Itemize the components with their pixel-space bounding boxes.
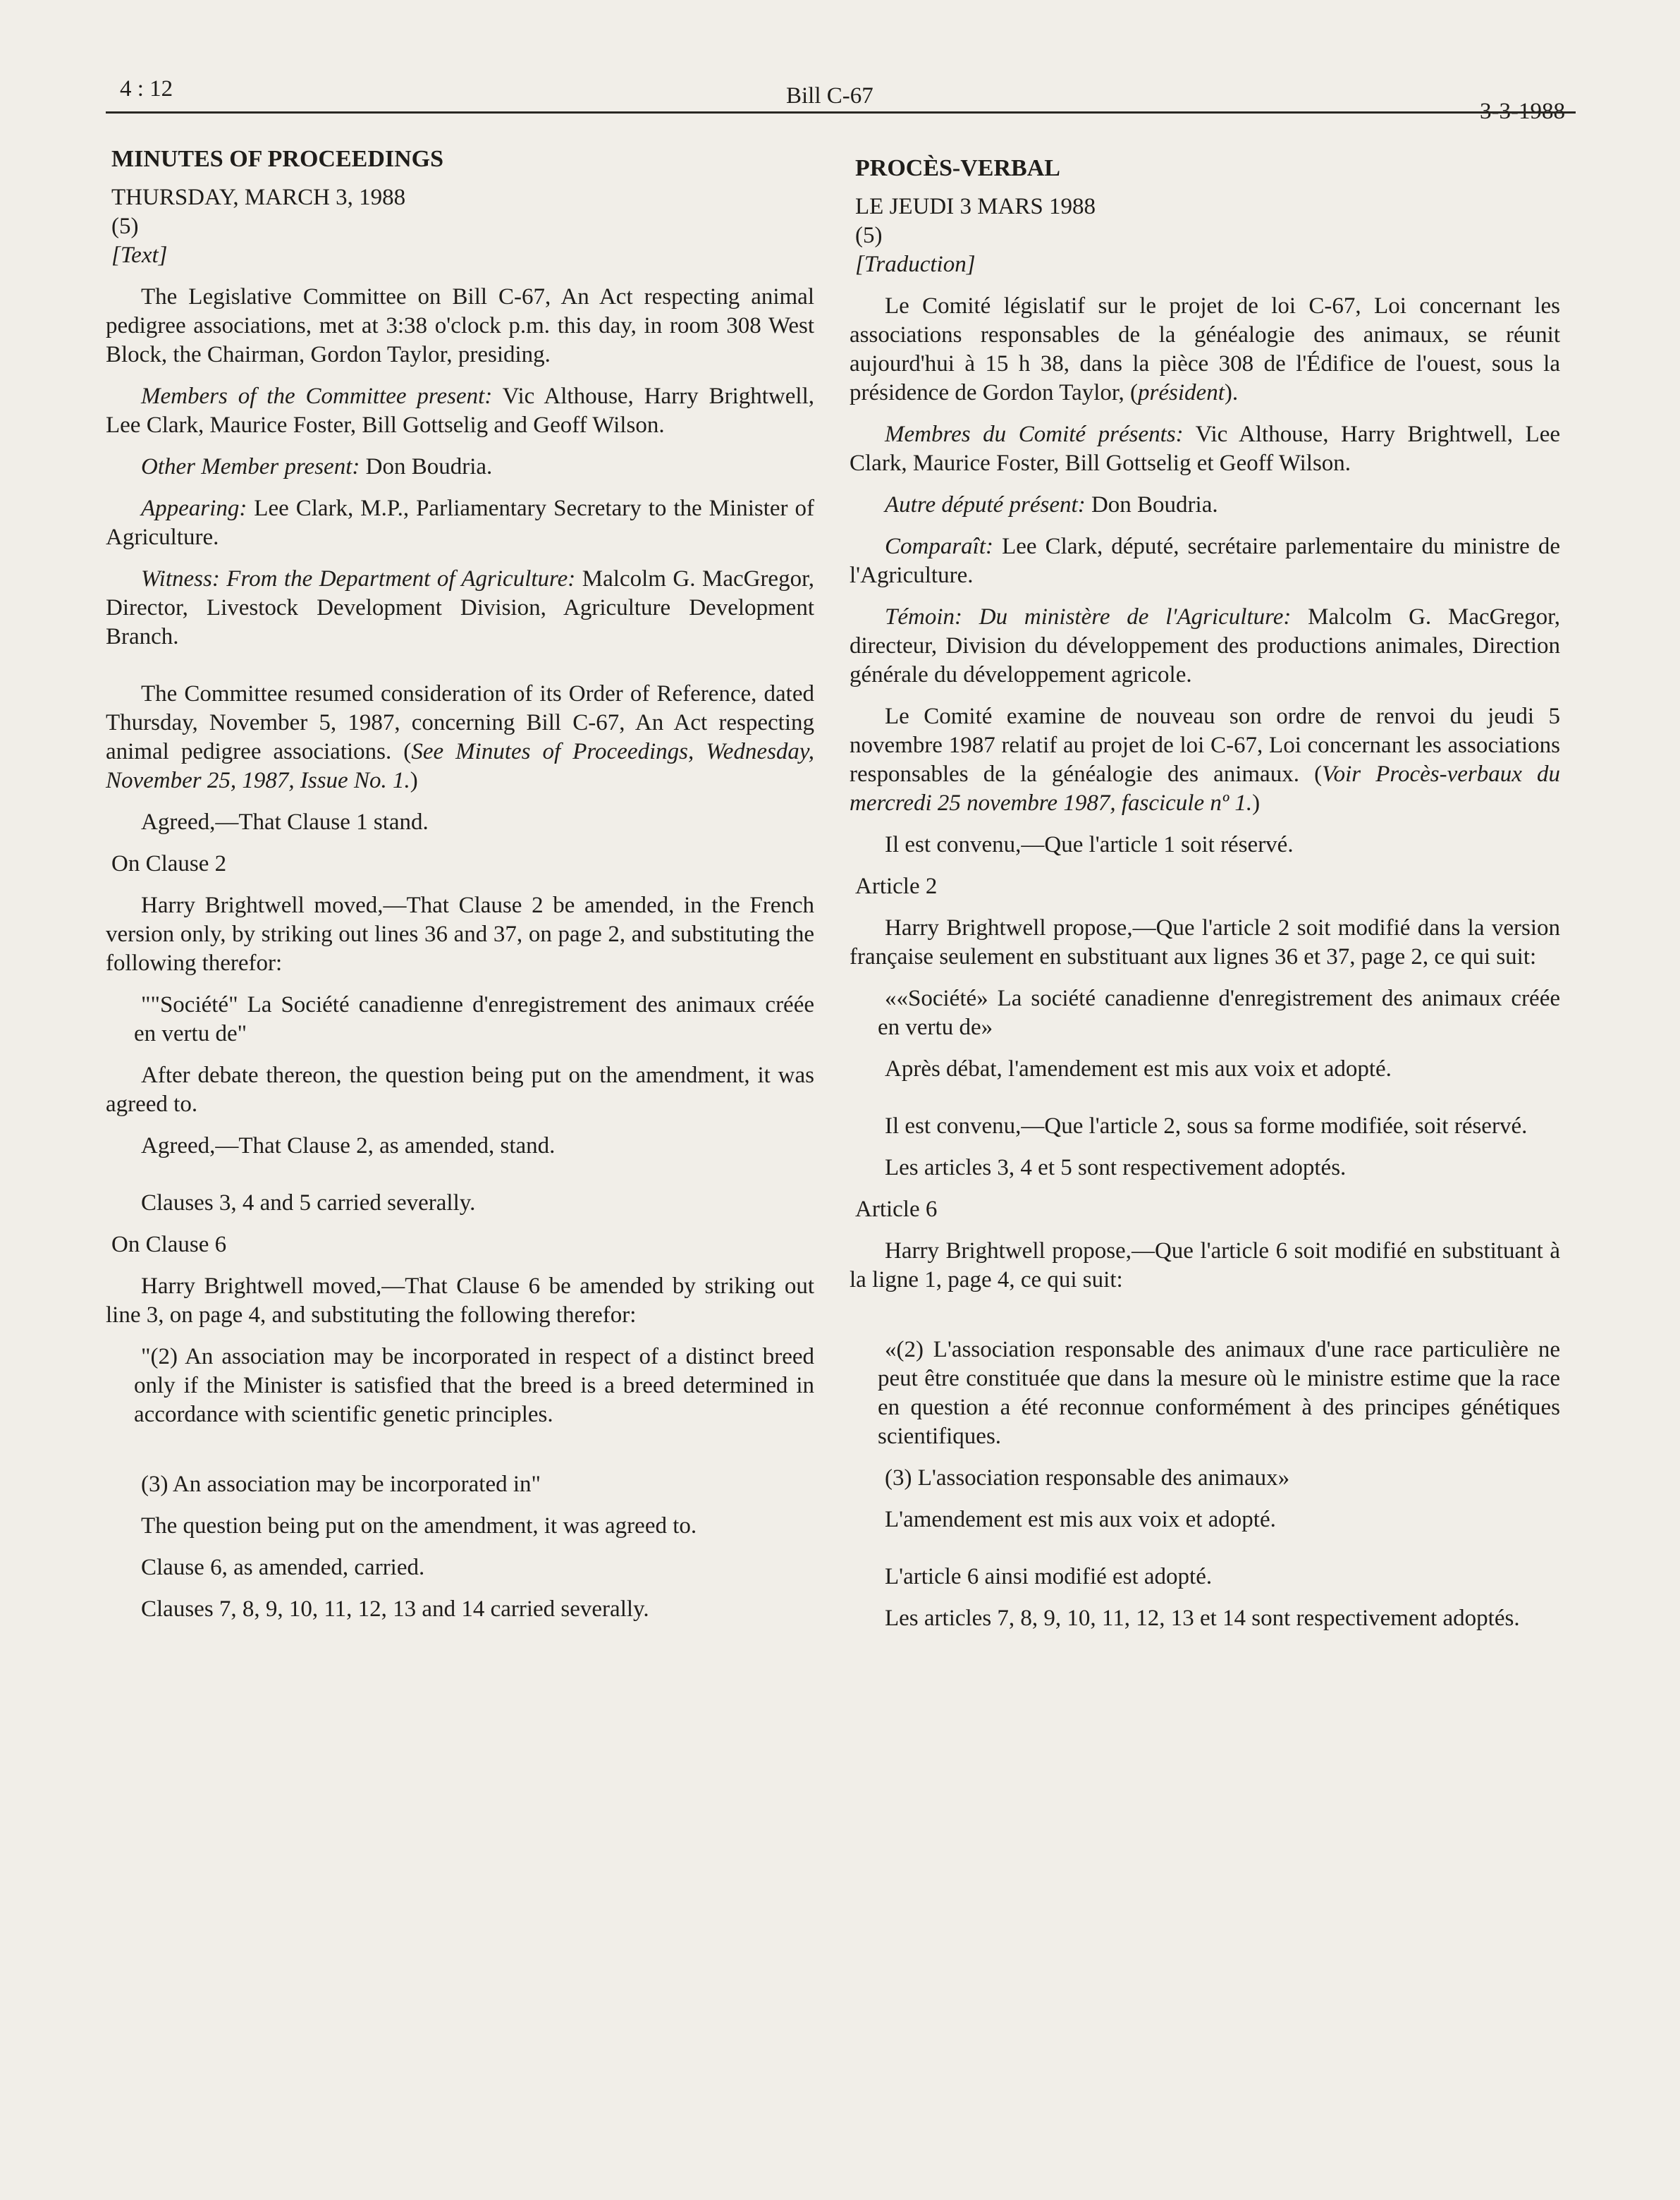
english-on-clause6: On Clause 6 (111, 1232, 227, 1257)
running-title: Bill C-67 (786, 83, 873, 109)
english-quote-clause6-part3: (3) An association may be incorporated in" (141, 1472, 541, 1497)
french-members (850, 420, 1560, 478)
french-other-member (850, 491, 1560, 520)
french-members-list: Vic Althouse, Harry Brightwell, Lee Clark, Maurice Foster, Bill Gottselig et Geoff Wilson. (850, 422, 1560, 476)
english-question: The question being put on the amendment, it was agreed to. (141, 1513, 697, 1539)
french-appearing-text: Lee Clark, député, secrétaire parlementaire du ministre de l'Agriculture. (850, 534, 1560, 588)
french-opening-text: Le Comité législatif sur le projet de loi C-67, Loi concernant les associations responsables de la généalogie des animaux, se réunit aujourd'hui à 15 h 38, dans la pièce 308 de l'Édifice de l'ouest, sous la présidence de Gordon Taylor, ( (850, 293, 1560, 405)
french-resumed-ref: Voir Procès-verbaux du mercredi 25 novembre 1987, fascicule nº 1. (850, 762, 1561, 816)
french-article6-adopted: L'article 6 ainsi modifié est adopté. (885, 1564, 1213, 1589)
french-opening-president: président (1138, 380, 1225, 405)
french-moved-article2: Harry Brightwell propose,—Que l'article 2 soit modifié dans la version française seulement en substituant aux lignes 36 et 37, page 2, ce qui suit: (850, 915, 1560, 970)
english-text-label: [Text] (111, 243, 168, 268)
english-clauses-3-5: Clauses 3, 4 and 5 carried severally. (141, 1190, 476, 1216)
english-other-member (106, 453, 814, 482)
french-other-label: Autre député présent: (885, 492, 1086, 518)
english-quote-clause6-part2: "(2) An association may be incorporated in respect of a distinct breed only if the Minister is satisfied that the breed is a breed determined in accordance with scientific genetic principles. (134, 1344, 814, 1427)
english-day: THURSDAY, MARCH 3, 1988 (111, 185, 406, 210)
english-witness (106, 565, 814, 652)
french-article2: Article 2 (855, 874, 938, 899)
french-opening-end: ). (1224, 380, 1239, 405)
french-witness (850, 603, 1560, 690)
french-day: LE JEUDI 3 MARS 1988 (855, 194, 1096, 219)
french-resumed-end: ) (1252, 790, 1261, 816)
english-agreed-clause2: Agreed,—That Clause 2, as amended, stand. (141, 1133, 556, 1159)
english-column (106, 145, 814, 1637)
french-article6: Article 6 (855, 1197, 938, 1222)
french-appearing-label: Comparaît: (885, 534, 994, 559)
english-appearing-label: Appearing: (141, 496, 247, 521)
english-moved-clause6: Harry Brightwell moved,—That Clause 6 be amended by striking out line 3, on page 4, and substituting the following therefor: (106, 1273, 814, 1328)
english-paragraph-opening: The Legislative Committee on Bill C-67, An Act respecting animal pedigree associations, met at 3:38 o'clock p.m. this day, in room 308 West Block, the Chairman, Gordon Taylor, presiding. (106, 284, 814, 367)
french-quote-article6-part2: «(2) L'association responsable des animaux d'une race particulière ne peut être constituée que dans la mesure où le ministre estime que la race en question a été reconnue conformément à des principes génétiques scientifiques. (878, 1337, 1560, 1449)
french-resumed-text: Le Comité examine de nouveau son ordre de renvoi du jeudi 5 novembre 1987 relatif au projet de loi C-67, Loi concernant les associations responsables de la généalogie des animaux. ( (850, 704, 1560, 787)
french-moved-article6: Harry Brightwell propose,—Que l'article 6 soit modifié en substituant à la ligne 1, page 4, ce qui suit: (850, 1238, 1560, 1292)
english-agreed-clause1: Agreed,—That Clause 1 stand. (141, 809, 429, 835)
english-clauses-7-14: Clauses 7, 8, 9, 10, 11, 12, 13 and 14 carried severally. (141, 1596, 649, 1622)
english-other-label: Other Member present: (141, 454, 360, 479)
french-witness-text: Malcolm G. MacGregor, directeur, Division du développement des productions animales, Direction générale du développement agricole. (850, 604, 1560, 688)
english-number: (5) (111, 214, 139, 239)
english-other-name: Don Boudria. (360, 454, 493, 479)
header-date: 3-3-1988 (1480, 99, 1565, 124)
english-heading: MINUTES OF PROCEEDINGS (111, 146, 444, 172)
english-members-list: Vic Althouse, Harry Brightwell, Lee Clark, Maurice Foster, Bill Gottselig and Geoff Wilson. (106, 384, 814, 438)
english-debate: After debate thereon, the question being put on the amendment, it was agreed to. (106, 1063, 814, 1117)
english-witness-label: Witness: From the Department of Agriculture: (141, 566, 576, 592)
english-clause6-carried: Clause 6, as amended, carried. (141, 1555, 425, 1580)
french-resumed (850, 702, 1560, 818)
english-members (106, 382, 814, 440)
french-agreed-article1: Il est convenu,—Que l'article 1 soit réservé. (885, 832, 1294, 857)
english-on-clause2: On Clause 2 (111, 851, 227, 876)
english-resumed-ref: See Minutes of Proceedings, Wednesday, November 25, 1987, Issue No. 1. (106, 739, 814, 793)
english-quote-clause2: ""Société" La Société canadienne d'enregistrement des animaux créée en vertu de" (134, 992, 814, 1046)
french-debate: Après débat, l'amendement est mis aux voix et adopté. (885, 1056, 1392, 1082)
english-resumed-text: The Committee resumed consideration of its Order of Reference, dated Thursday, November 5, 1987, concerning Bill C-67, An Act respecting animal pedigree associations. ( (106, 681, 814, 764)
french-quote-article2: ««Société» La société canadienne d'enregistrement des animaux créée en vertu de» (878, 986, 1560, 1040)
french-question: L'amendement est mis aux voix et adopté. (885, 1507, 1276, 1532)
french-heading: PROCÈS-VERBAL (855, 155, 1060, 181)
english-moved-clause2: Harry Brightwell moved,—That Clause 2 be amended, in the French version only, by striking out lines 36 and 37, on page 2, and substituting the following therefor: (106, 893, 814, 976)
english-members-label: Members of the Committee present: (141, 384, 493, 409)
english-resumed (106, 680, 814, 795)
french-column (850, 154, 1560, 1646)
english-witness-text: Malcolm G. MacGregor, Director, Livestock Development Division, Agriculture Development Branch. (106, 566, 814, 649)
english-appearing-text: Lee Clark, M.P., Parliamentary Secretary to the Minister of Agriculture. (106, 496, 814, 550)
french-witness-label: Témoin: Du ministère de l'Agriculture: (885, 604, 1292, 630)
french-articles-7-14: Les articles 7, 8, 9, 10, 11, 12, 13 et 14 sont respectivement adoptés. (885, 1606, 1520, 1631)
page-number: 4 : 12 (120, 76, 173, 102)
french-quote-article6-part3: (3) L'association responsable des animaux» (885, 1465, 1290, 1491)
french-paragraph-opening (850, 292, 1560, 408)
french-agreed-article2: Il est convenu,—Que l'article 2, sous sa forme modifiée, soit réservé. (885, 1113, 1528, 1139)
french-members-label: Membres du Comité présents: (885, 422, 1184, 447)
french-appearing (850, 532, 1560, 590)
french-text-label: [Traduction] (855, 252, 976, 277)
french-articles-3-5: Les articles 3, 4 et 5 sont respectivement adoptés. (885, 1155, 1347, 1180)
english-resumed-end: ) (410, 768, 418, 793)
french-other-name: Don Boudria. (1085, 492, 1218, 518)
header-rule (106, 111, 1576, 114)
english-appearing (106, 494, 814, 552)
french-number: (5) (855, 223, 883, 248)
